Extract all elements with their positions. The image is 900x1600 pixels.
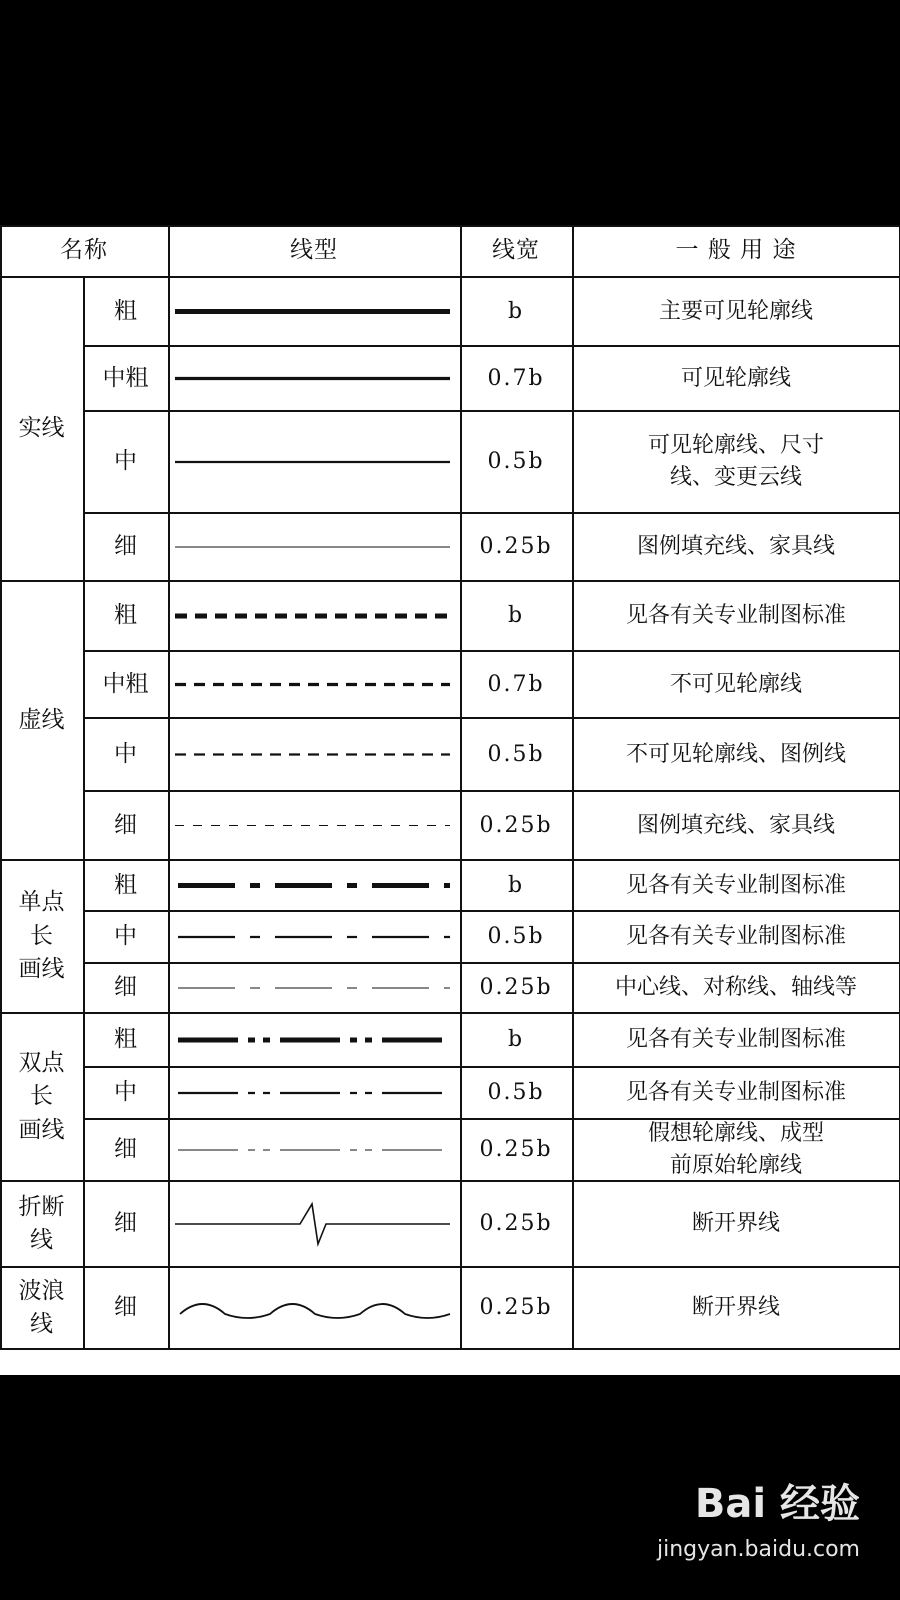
row-usage: 见各有关专业制图标准 — [625, 924, 846, 950]
line-samples — [0, 225, 900, 1375]
row-subname: 粗 — [114, 871, 137, 898]
row-line-width: 0.5b — [487, 1080, 545, 1106]
wave-line-sample — [180, 1304, 450, 1318]
row-line-width: 0.7b — [487, 365, 545, 391]
row-subname: 中 — [114, 923, 137, 950]
row-subname: 细 — [114, 811, 137, 838]
row-line-width: 0.5b — [487, 924, 545, 950]
row-usage: 断开界线 — [691, 1295, 780, 1321]
row-usage: 见各有关专业制图标准 — [625, 603, 846, 629]
row-usage: 可见轮廓线、尺寸 线、变更云线 — [647, 433, 824, 490]
group-dash-dot-label: 单点 长 画线 — [18, 889, 65, 983]
row-usage: 图例填充线、家具线 — [636, 534, 835, 560]
row-line-width: b — [507, 1027, 525, 1053]
row-subname: 中 — [114, 448, 137, 475]
group-break-label: 折断 线 — [18, 1193, 65, 1253]
row-line-width: 0.25b — [479, 1211, 553, 1237]
header-usage: 一 般 用 途 — [675, 237, 797, 264]
row-usage: 假想轮廓线、成型 前原始轮廓线 — [647, 1121, 824, 1178]
row-line-width: 0.25b — [479, 1137, 553, 1163]
row-line-width: 0.25b — [479, 812, 553, 838]
row-line-width: b — [507, 603, 525, 629]
row-subname: 中粗 — [102, 670, 149, 697]
header-line-width: 线宽 — [492, 237, 540, 264]
row-usage: 见各有关专业制图标准 — [625, 1027, 846, 1053]
group-solid-label: 实线 — [18, 415, 65, 442]
row-subname: 粗 — [114, 1026, 137, 1053]
row-line-width: 0.5b — [487, 741, 545, 767]
row-usage: 可见轮廓线 — [680, 365, 791, 391]
row-subname: 细 — [114, 1210, 137, 1237]
row-usage: 图例填充线、家具线 — [636, 812, 835, 838]
row-line-width: b — [507, 872, 525, 898]
row-usage: 不可见轮廓线、图例线 — [625, 741, 846, 767]
group-wave-label: 波浪 线 — [18, 1277, 65, 1337]
row-line-width: 0.25b — [479, 975, 553, 1001]
row-usage: 断开界线 — [691, 1211, 780, 1237]
row-subname: 中 — [114, 1079, 137, 1106]
row-line-width: 0.7b — [487, 671, 545, 697]
watermark-url: jingyan.baidu.com — [656, 1537, 860, 1562]
row-line-width: 0.25b — [479, 534, 553, 560]
row-usage: 见各有关专业制图标准 — [625, 872, 846, 898]
row-subname: 粗 — [114, 297, 137, 324]
row-usage: 中心线、对称线、轴线等 — [614, 975, 857, 1001]
line-type-table — [0, 225, 900, 1375]
header-line-type: 线型 — [290, 237, 338, 264]
row-subname: 细 — [114, 1294, 137, 1321]
group-dash-double-dot-label: 双点 长 画线 — [18, 1049, 65, 1143]
row-usage: 不可见轮廓线 — [669, 671, 802, 697]
break-line-sample — [175, 1204, 450, 1244]
row-subname: 细 — [114, 533, 137, 560]
group-dashed-label: 虚线 — [18, 706, 65, 733]
row-subname: 细 — [114, 974, 137, 1001]
row-usage: 见各有关专业制图标准 — [625, 1080, 846, 1106]
row-line-width: 0.25b — [479, 1295, 553, 1321]
row-line-width: 0.5b — [487, 449, 545, 475]
baidu-jingyan-watermark — [656, 1472, 860, 1562]
row-subname: 中粗 — [102, 364, 149, 391]
row-subname: 中 — [114, 740, 137, 767]
row-usage: 主要可见轮廓线 — [658, 298, 813, 324]
row-subname: 粗 — [114, 602, 137, 629]
header-name: 名称 — [60, 237, 108, 264]
row-line-width: b — [507, 298, 525, 324]
baidu-logo: Bai 经验 — [694, 1481, 860, 1527]
row-subname: 细 — [114, 1136, 137, 1163]
